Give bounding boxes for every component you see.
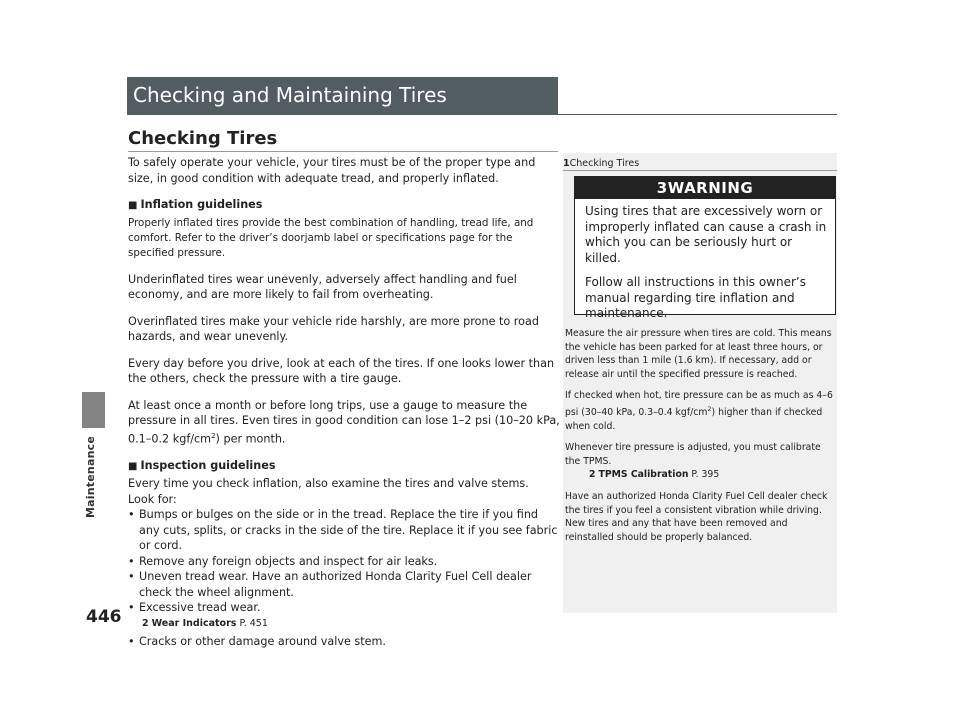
look-for-label: Look for: — [128, 492, 177, 506]
inspection-heading-text: Inspection guidelines — [140, 458, 276, 472]
list-item: • Bumps or bulges on the side or in the tread. Replace the tire if you find any cuts, splits, or cracks in the side of the tire. Replace it if you see fabric or cord. — [128, 507, 560, 554]
monthly-check-paragraph — [128, 398, 560, 447]
xref-label: TPMS Calibration — [598, 469, 689, 481]
sidebar-notes — [565, 327, 833, 552]
section-rule — [128, 151, 558, 152]
sidebar-note — [565, 441, 833, 468]
sidebar-marker-icon: 1 — [563, 158, 570, 169]
list-item: • Excessive tread wear. — [128, 600, 560, 616]
list-item: • Uneven tread wear. Have an authorized Honda Clarity Fuel Cell dealer check the wheel alignment. — [128, 569, 560, 600]
list-item: • Remove any foreign objects and inspect for air leaks. — [128, 554, 560, 570]
warning-bar — [575, 177, 835, 199]
warning-triangle-icon: 3 — [656, 179, 668, 197]
sidebar-header-text: Checking Tires — [569, 158, 640, 169]
list-item: • Cracks or other damage around valve stem. — [128, 634, 560, 650]
page-title: Checking and Maintaining Tires — [133, 83, 447, 107]
inspection-list-last — [128, 634, 560, 650]
warning-paragraph: Follow all instructions in this owner’s manual regarding tire inflation and maintenance. — [585, 275, 806, 320]
inspection-list — [128, 507, 560, 616]
side-tab-marker — [82, 392, 105, 428]
inspection-heading — [128, 458, 560, 475]
monthly-superscript: 2 — [211, 431, 216, 440]
title-rule — [558, 114, 837, 115]
sidebar-note: Measure the air pressure when tires are cold. This means the vehicle has been parked for at least three hours, or driven less than 1 mile (1.6 km). If necessary, add or release air until the specified pressure is reached. — [565, 328, 832, 380]
warning-paragraph: Using tires that are excessively worn or improperly inflated can cause a crash in which you can be seriously hurt or killed. — [585, 204, 827, 265]
sidebar-note — [565, 389, 833, 433]
xref-label: Wear Indicators — [151, 617, 237, 629]
inspection-intro: Every time you check inflation, also examine the tires and valve stems. — [128, 477, 529, 491]
inflation-text: Properly inflated tires provide the best combination of handling, tread life, and comfort. Refer to the driver’s doorjamb label or specifications page for the specified pressure. — [128, 216, 534, 259]
section-marker-icon: ■ — [128, 200, 138, 211]
note2-superscript: 2 — [707, 404, 712, 413]
note3-text: Whenever tire pressure is adjusted, you must calibrate the TPMS. — [565, 442, 821, 467]
note2-text-a: If checked when hot, tire pressure can be as much as 4–6 psi (30–40 kPa, 0.3–0.4 kgf/cm — [565, 390, 833, 419]
xref-arrow-icon: 2 — [142, 617, 149, 629]
note2-text-b: ) higher than if checked when cold. — [565, 407, 823, 432]
intro-paragraph: To safely operate your vehicle, your tires must be of the proper type and size, in good condition with adequate tread, and properly inflated. — [128, 156, 536, 185]
underinflated-paragraph: Underinflated tires wear unevenly, adversely affect handling and fuel economy, and are more likely to fail from overheating. — [128, 272, 517, 301]
warning-text — [585, 204, 829, 331]
page-number: 446 — [86, 607, 122, 627]
section-marker-icon: ■ — [128, 460, 138, 472]
xref-page: P. 451 — [239, 617, 268, 629]
main-content — [128, 155, 560, 650]
xref-arrow-icon: 2 — [589, 469, 596, 481]
warning-box — [574, 176, 836, 320]
sidebar-rule — [563, 170, 837, 171]
daily-check-paragraph: Every day before you drive, look at each of the tires. If one looks lower than the others, check the pressure with a tire gauge. — [128, 356, 555, 385]
inflation-heading — [128, 197, 560, 214]
sidebar-note: Have an authorized Honda Clarity Fuel Cell dealer check the tires if you feel a consistent vibration while driving. New tires and any that have been removed and reinstalled should be properly balanced. — [565, 491, 828, 543]
tpms-calibration-xref[interactable] — [565, 468, 833, 482]
warning-title: WARNING — [667, 179, 754, 197]
monthly-text-b: ) per month. — [215, 432, 286, 446]
sidebar-header — [563, 158, 639, 169]
monthly-text-a: At least once a month or before long trips, use a gauge to measure the pressure in all tires. Even tires in good condition can lose 1–2 psi (10–20 kPa, 0.1–0.2 kgf/cm — [128, 398, 560, 446]
inflation-heading-text: Inflation guidelines — [140, 198, 263, 211]
wear-indicators-xref[interactable] — [128, 616, 560, 632]
chapter-side-label: Maintenance — [84, 436, 97, 518]
section-title: Checking Tires — [128, 128, 278, 149]
overinflated-paragraph: Overinflated tires make your vehicle ride harshly, are more prone to road hazards, and wear unevenly. — [128, 314, 539, 343]
xref-page: P. 395 — [691, 469, 720, 481]
